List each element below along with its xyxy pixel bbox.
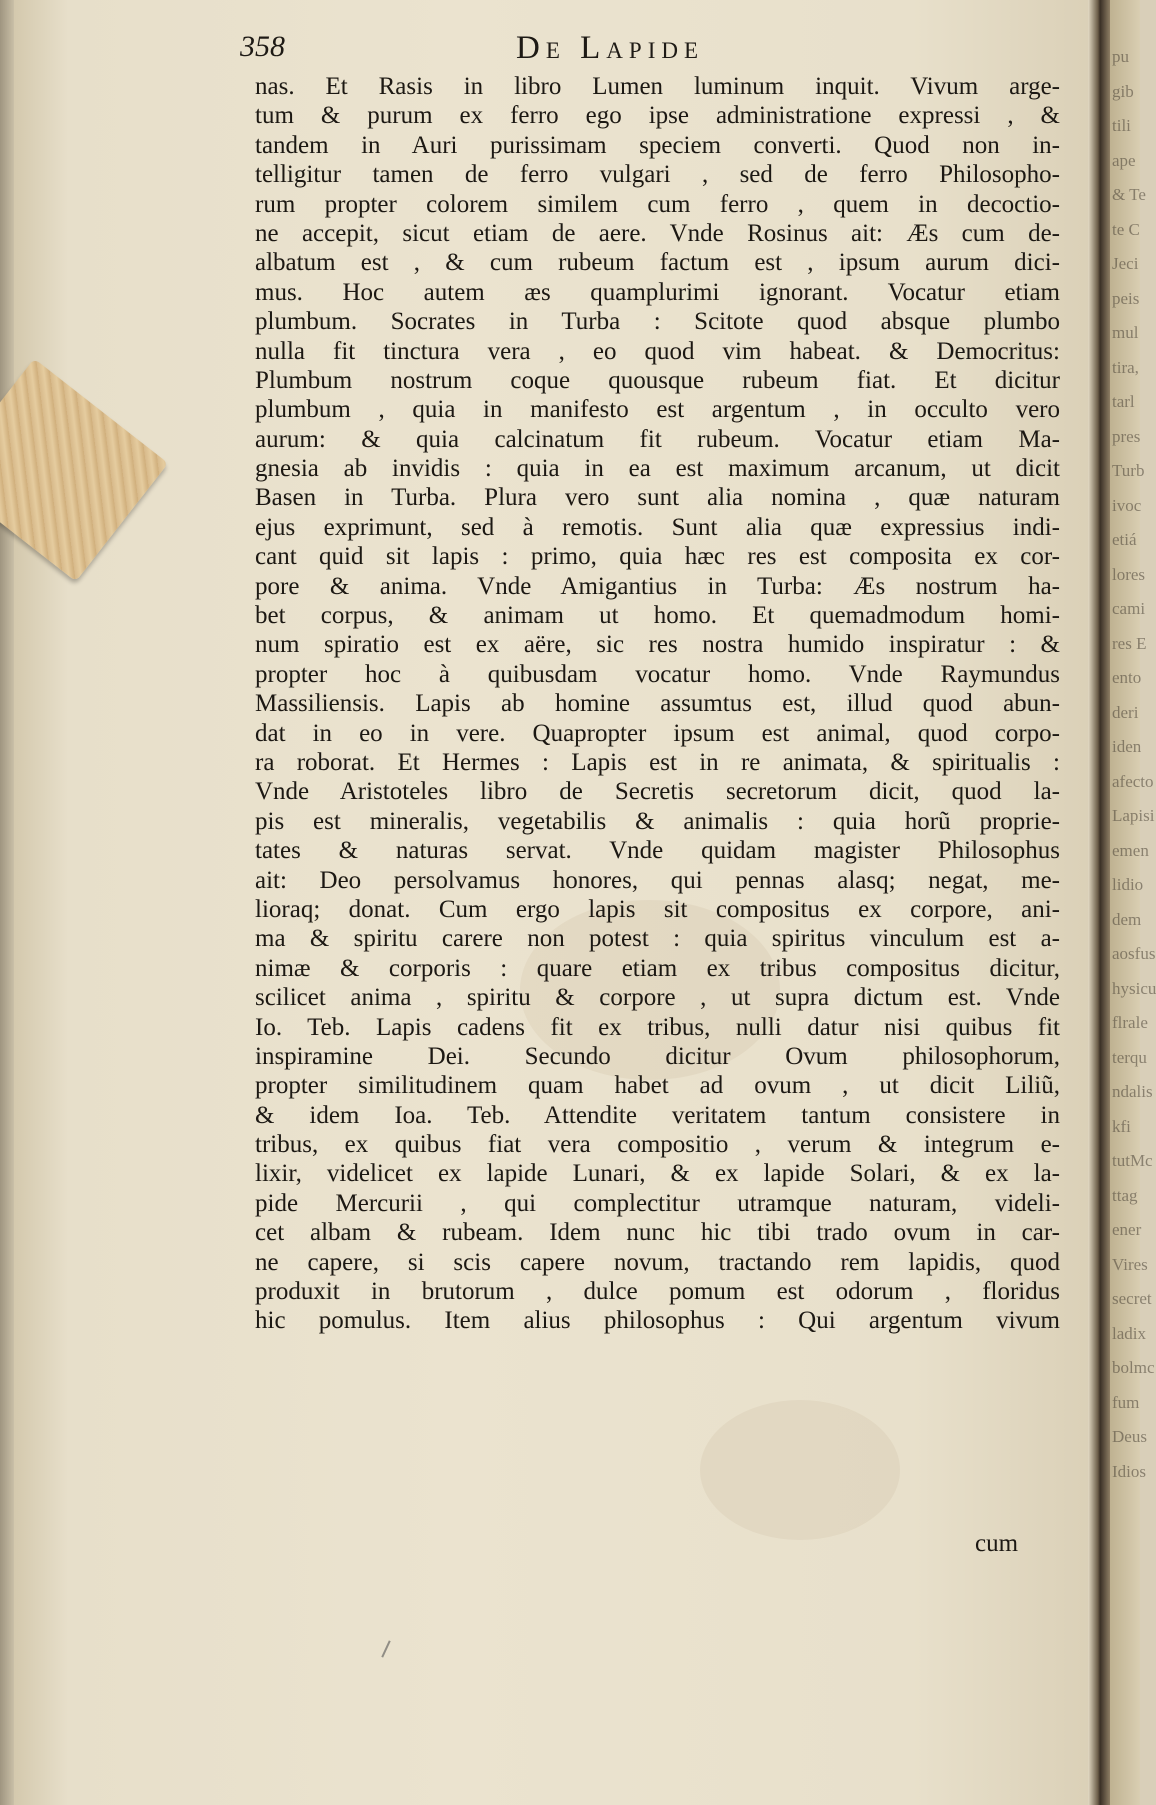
ink-mark [381, 1640, 390, 1657]
text-line: ait: Deo persolvamus honores, qui pennas alasq; negat, me- [255, 866, 1060, 894]
text-line: lixir, videlicet ex lapide Lunari, & ex lapide Solari, & ex la- [255, 1160, 1060, 1188]
facing-page-fragment: secret [1112, 1289, 1152, 1308]
facing-page-fragment: ladix [1112, 1323, 1146, 1343]
text-line: hic pomulus. Item alius philosophus : Qui argentum vivum [255, 1307, 1060, 1335]
text-line: mus. Hoc autem æs quamplurimi ignorant. Vocatur etiam [255, 278, 1060, 306]
facing-page-fragment: bolmc [1112, 1358, 1155, 1377]
facing-page-fragment: terqu [1112, 1047, 1147, 1067]
facing-page-fragment: kfi [1112, 1116, 1131, 1136]
text-line: Io. Teb. Lapis cadens fit ex tribus, nulli datur nisi quibus fit [255, 1013, 1060, 1041]
facing-page-edge [1110, 0, 1156, 1805]
facing-page-fragment: tutMc [1112, 1151, 1153, 1170]
facing-page-fragment: ape [1112, 150, 1136, 170]
text-line: cant quid sit lapis : primo, quia hæc res est composita ex cor- [255, 543, 1060, 571]
text-line: num spiratio est ex aëre, sic res nostra humido inspiratur : & [255, 631, 1060, 659]
text-line: propter similitudinem quam habet ad ovum , ut dicit Liliũ, [255, 1072, 1060, 1100]
body-text [255, 72, 1060, 1336]
text-line: albatum est , & cum rubeum factum est , ipsum aurum dici- [255, 249, 1060, 277]
facing-page-fragment: Deus [1112, 1427, 1147, 1446]
facing-page-fragment: te C [1112, 219, 1140, 239]
text-line: gnesia ab invidis : quia in ea est maximum arcanum, ut dicit [255, 455, 1060, 483]
text-line: bet corpus, & animam ut homo. Et quemadmodum homi- [255, 602, 1060, 630]
text-line: tribus, ex quibus fiat vera compositio , verum & integrum e- [255, 1131, 1060, 1159]
facing-page-fragment: fum [1112, 1392, 1140, 1412]
facing-page-fragment: hysicu [1112, 978, 1156, 998]
facing-page-fragment: tarl [1112, 392, 1135, 411]
facing-page-fragment: flrale [1112, 1013, 1148, 1032]
text-line: aurum: & quia calcinatum fit rubeum. Vocatur etiam Ma- [255, 425, 1060, 453]
facing-page-fragment: pu [1112, 47, 1129, 66]
page-number: 358 [240, 30, 285, 63]
facing-page-fragment: ener [1112, 1220, 1142, 1239]
text-line: dat in eo in vere. Quapropter ipsum est animal, quod corpo- [255, 719, 1060, 747]
facing-page-fragment: emen [1112, 840, 1149, 860]
facing-page-fragment: afecto [1112, 771, 1154, 791]
facing-page-fragment: etiá [1112, 530, 1137, 549]
text-line: pis est mineralis, vegetabilis & animalis : quia horũ proprie- [255, 807, 1060, 835]
facing-page-fragment: Lapisi [1112, 806, 1155, 825]
facing-page-fragment: peis [1112, 288, 1140, 308]
text-line: Massiliensis. Lapis ab homine assumtus est, illud quod abun- [255, 690, 1060, 718]
facing-page-fragment: iden [1112, 737, 1142, 756]
facing-page-fragment: aosfus [1112, 944, 1156, 963]
facing-page-fragment: Jeci [1112, 254, 1139, 273]
text-line: inspiramine Dei. Secundo dicitur Ovum philosophorum, [255, 1042, 1060, 1070]
text-line: Vnde Aristoteles libro de Secretis secretorum dicit, quod la- [255, 778, 1060, 806]
text-line: produxit in brutorum , dulce pomum est odorum , floridus [255, 1278, 1060, 1306]
text-line: scilicet anima , spiritu & corpore , ut supra dictum est. Vnde [255, 984, 1060, 1012]
catchword: cum [975, 1530, 1019, 1557]
text-line: lioraq; donat. Cum ergo lapis sit compositus ex corpore, ani- [255, 895, 1060, 923]
text-line: tum & purum ex ferro ego ipse administratione expressi , & [255, 102, 1060, 130]
facing-page-fragment: Turb [1112, 461, 1145, 480]
text-line: ma & spiritu carere non potest : quia spiritus vinculum est a- [255, 925, 1060, 953]
text-line: nimæ & corporis : quare etiam ex tribus compositus dicitur, [255, 954, 1060, 982]
facing-page-fragment: ento [1112, 668, 1142, 687]
text-line: pide Mercurii , qui complectitur utramque naturam, videli- [255, 1189, 1060, 1217]
running-head: De Lapide [516, 30, 705, 66]
text-line: tandem in Auri purissimam speciem converti. Quod non in- [255, 131, 1060, 159]
facing-page-fragment: ttag [1112, 1185, 1138, 1205]
text-line: nulla fit tinctura vera , eo quod vim habeat. & Democritus: [255, 337, 1060, 365]
facing-page-fragment: ndalis [1112, 1082, 1153, 1101]
facing-page-fragment: pres [1112, 426, 1141, 446]
text-line: ra roborat. Et Hermes : Lapis est in re animata, & spiritualis : [255, 748, 1060, 776]
facing-page-fragment: res E [1112, 633, 1147, 653]
text-line: & idem Ioa. Teb. Attendite veritatem tantum consistere in [255, 1101, 1060, 1129]
text-line: ne accepit, sicut etiam de aere. Vnde Rosinus ait: Æs cum de- [255, 219, 1060, 247]
facing-page-fragment: gib [1112, 81, 1134, 101]
text-line: ejus exprimunt, sed à remotis. Sunt alia quæ expressius indi- [255, 513, 1060, 541]
text-line: pore & anima. Vnde Amigantius in Turba: Æs nostrum ha- [255, 572, 1060, 600]
text-line: tates & naturas servat. Vnde quidam magister Philosophus [255, 837, 1060, 865]
facing-page-fragment: tili [1112, 116, 1131, 135]
facing-page-fragment: tira, [1112, 357, 1139, 377]
facing-page-fragment: Idios [1112, 1461, 1146, 1481]
facing-page-fragment: deri [1112, 702, 1139, 722]
facing-page-fragment: mul [1112, 323, 1139, 342]
facing-page-fragment: cami [1112, 599, 1146, 618]
text-line: plumbum. Socrates in Turba : Scitote quod absque plumbo [255, 308, 1060, 336]
wooden-bookmark [0, 359, 168, 582]
facing-page-fragment: lores [1112, 564, 1146, 584]
facing-page-fragment: Vires [1112, 1254, 1148, 1274]
text-line: propter hoc à quibusdam vocatur homo. Vnde Raymundus [255, 660, 1060, 688]
text-line: Basen in Turba. Plura vero sunt alia nomina , quæ naturam [255, 484, 1060, 512]
text-line: Plumbum nostrum coque quousque rubeum fiat. Et dicitur [255, 366, 1060, 394]
text-line: ne capere, si scis capere novum, tractando rem lapidis, quod [255, 1248, 1060, 1276]
text-line: telligitur tamen de ferro vulgari , sed de ferro Philosopho- [255, 161, 1060, 189]
page-header [240, 30, 800, 70]
facing-page-text [1112, 40, 1156, 1489]
page-left-edge [0, 0, 14, 1805]
text-line: plumbum , quia in manifesto est argentum , in occulto vero [255, 396, 1060, 424]
facing-page-fragment: lidio [1112, 875, 1144, 894]
text-line: rum propter colorem similem cum ferro , quem in decoctio- [255, 190, 1060, 218]
facing-page-fragment: ivoc [1112, 495, 1142, 515]
book-gutter [1088, 0, 1110, 1805]
paper-stain [700, 1400, 900, 1540]
facing-page-fragment: dem [1112, 909, 1142, 929]
text-line: cet albam & rubeam. Idem nunc hic tibi trado ovum in car- [255, 1219, 1060, 1247]
text-line: nas. Et Rasis in libro Lumen luminum inquit. Vivum arge- [255, 73, 1060, 100]
facing-page-fragment: & Te [1112, 185, 1146, 204]
